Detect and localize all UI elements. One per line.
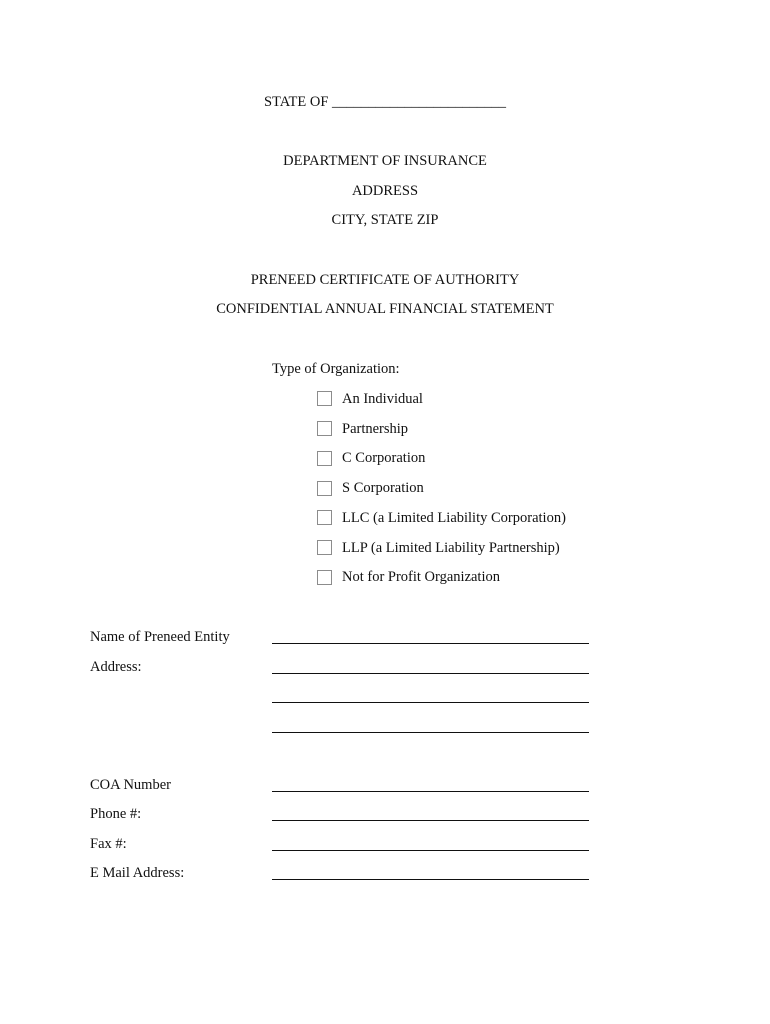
coa-number-label: COA Number (90, 777, 171, 793)
statement-title: CONFIDENTIAL ANNUAL FINANCIAL STATEMENT (216, 301, 554, 317)
email-field[interactable] (272, 879, 589, 880)
organization-type-label: Type of Organization: (272, 361, 400, 377)
option-label-s-corporation: S Corporation (342, 480, 424, 496)
option-label-partnership: Partnership (342, 421, 409, 437)
checkbox-partnership[interactable] (317, 421, 332, 436)
checkbox-s-corporation[interactable] (317, 481, 332, 496)
entity-name-field[interactable] (272, 643, 589, 644)
fax-label: Fax #: (90, 836, 127, 852)
state-line: STATE OF ________________________ (263, 94, 507, 110)
option-label-c-corporation: C Corporation (342, 450, 426, 466)
checkbox-llp[interactable] (317, 540, 332, 555)
address-field-line-3[interactable] (272, 732, 589, 733)
phone-label: Phone #: (90, 806, 142, 822)
option-label-llc: LLC (a Limited Liability Corporation) (342, 510, 566, 526)
department-city-state-zip: CITY, STATE ZIP (331, 212, 439, 228)
fax-field[interactable] (272, 850, 589, 851)
entity-name-label: Name of Preneed Entity (90, 629, 230, 645)
checkbox-individual[interactable] (317, 391, 332, 406)
coa-number-field[interactable] (272, 791, 589, 792)
checkbox-not-for-profit[interactable] (317, 570, 332, 585)
phone-field[interactable] (272, 820, 589, 821)
address-label: Address: (90, 659, 142, 675)
department-address: ADDRESS (351, 183, 419, 199)
address-field-line-1[interactable] (272, 673, 589, 674)
option-label-not-for-profit: Not for Profit Organization (342, 569, 500, 585)
address-field-line-2[interactable] (272, 702, 589, 703)
email-label: E Mail Address: (90, 865, 185, 881)
option-label-individual: An Individual (342, 391, 423, 407)
option-label-llp: LLP (a Limited Liability Partnership) (342, 540, 560, 556)
checkbox-c-corporation[interactable] (317, 451, 332, 466)
checkbox-llc[interactable] (317, 510, 332, 525)
department-title: DEPARTMENT OF INSURANCE (283, 153, 487, 169)
certificate-title: PRENEED CERTIFICATE OF AUTHORITY (250, 272, 520, 288)
